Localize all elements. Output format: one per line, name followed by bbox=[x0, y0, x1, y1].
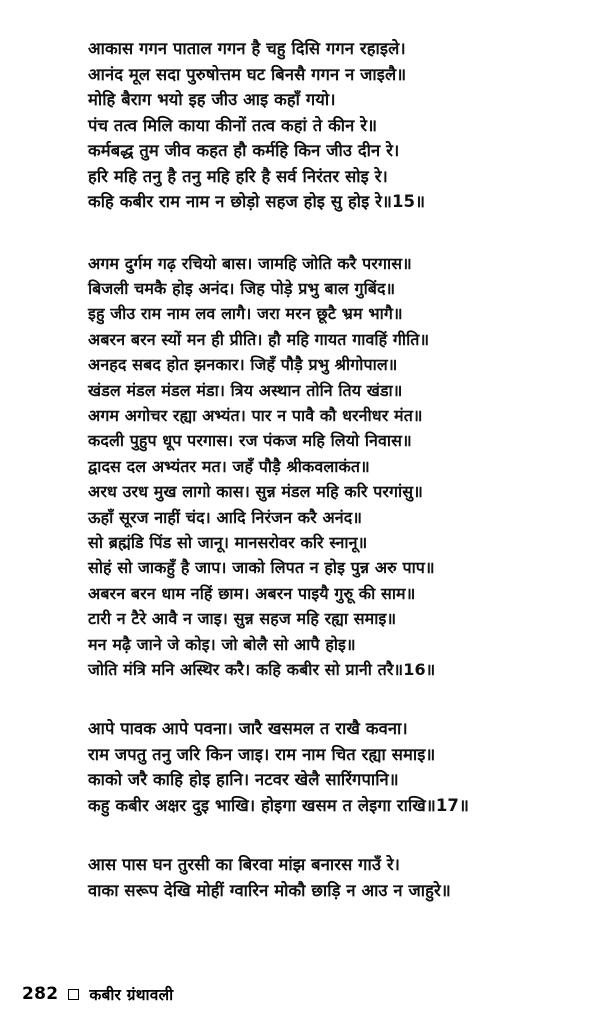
verse-line: खंडल मंडल मंडल मंडा। त्रिय अस्थान तोनि तिय खंडा॥ bbox=[88, 380, 403, 400]
verse-line: अगम दुर्गम गढ़ रचियो बास। जामहि जोति करै परगास॥ bbox=[88, 253, 412, 273]
verse-line: सोहं सो जाकहुँ है जाप। जाको लिपत न होइ पुन्न अरु पाप॥ bbox=[88, 558, 435, 578]
page-footer bbox=[22, 983, 173, 1005]
verse-line: टारी न टैरे आवै न जाइ। सुन्न सहज महि रह्या समाइ॥ bbox=[88, 609, 397, 629]
verse-line: राम जपतु तनु जरि किन जाइ। राम नाम चित रह्या समाइ॥ bbox=[88, 744, 436, 764]
verse-line: वाका सरूप देखि मोहीं ग्वारिन मोकौ छाड़ि न आउ न जाहुरे॥ bbox=[88, 880, 451, 900]
verse-line: पंच तत्व मिलि काया कीनों तत्व कहां ते कीन रे॥ bbox=[88, 115, 378, 135]
verse-line: ऊहाँ सूरज नाहीं चंद। आदि निरंजन करै अनंद॥ bbox=[88, 507, 363, 527]
verse-line: बिजली चमकै होइ अनंद। जिह पोड़े प्रभु बाल गुबिंद॥ bbox=[88, 278, 396, 298]
verse-line: अबरन बरन धाम नहिं छाम। अबरन पाइयै गुरुू की साम॥ bbox=[88, 583, 416, 603]
stanza-16 bbox=[88, 251, 554, 683]
verse-line: आपे पावक आपे पवना। जारै खसमल त राखै कवना। bbox=[88, 719, 408, 739]
verse-line: मोहि बैराग भयो इह जीउ आइ कहाँ गयो। bbox=[88, 90, 336, 109]
verse-line: द्वादस दल अभ्यंतर मत। जहँ पौड़ै श्रीकवलाकंत॥ bbox=[88, 456, 370, 476]
verse-line: आकास गगन पाताल गगन है चहु दिसि गगन रहाइले। bbox=[88, 39, 406, 58]
square-bullet-icon bbox=[68, 989, 79, 1000]
verse-line: कर्मबद्ध तुम जीव कहत हौ कर्महि किन जीउ दीन रे। bbox=[88, 141, 400, 160]
verse-line: काको जरै काहि होइ हानि। नटवर खेलै सारिंगपानि॥ bbox=[88, 770, 399, 790]
page-number: 282 bbox=[22, 984, 59, 1004]
verse-line: इहु जीउ राम नाम लव लागै। जरा मरन छूटै भ्रम भागै॥ bbox=[88, 304, 403, 324]
verse-line: सो ब्रह्मंडि पिंड सो जानू। मानसरोवर करि स्नानू॥ bbox=[88, 532, 368, 552]
verse-line: अगम अगोचर रह्या अभ्यंत। पार न पावै कौ धरनीधर मंत॥ bbox=[88, 405, 423, 425]
stanza-15 bbox=[88, 36, 554, 215]
book-title: कबीर ग्रंथावली bbox=[89, 986, 174, 1004]
stanza-17 bbox=[88, 716, 554, 818]
verse-line: अरध उरध मुख लागो कास। सुन्न मंडल महि करि परगांसु॥ bbox=[88, 482, 423, 502]
verse-line: जोति मंत्रि मनि अस्थिर करै। कहि कबीर सो प्रानी तरै॥16॥ bbox=[88, 660, 436, 679]
verse-line: आनंद मूल सदा पुरुषोत्तम घट बिनसै गगन न जाइलै॥ bbox=[88, 64, 407, 84]
verse-line: मन मढ़ै जाने जे कोइ। जो बोलै सो आपै होइ॥ bbox=[88, 634, 356, 654]
verse-line: कहु कबीर अक्षर दुइ भाखि। होइगा खसम त लेइगा राखि॥17॥ bbox=[88, 795, 469, 815]
verse-line: आस पास घन तुरसी का बिरवा मांझ बनारस गाउँ रे। bbox=[88, 855, 401, 875]
verse-line: अनहद सबद होत झनकार। जिहँ पौड़ै प्रभु श्रीगोपाल॥ bbox=[88, 355, 398, 375]
verse-line: कदली पुहुप धूप परगास। रज पंकज महि लियो निवास॥ bbox=[88, 431, 412, 451]
verse-line: हरि महि तनु है तनु महि हरि है सर्व निरंतर सोइ रे। bbox=[88, 166, 388, 186]
stanza-18 bbox=[88, 852, 554, 903]
verse-line: कहि कबीर राम नाम न छोड़ो सहज होइ सु होइ रे॥15॥ bbox=[88, 192, 426, 211]
verse-line: अबरन बरन स्यों मन ही प्रीति। हौ महि गायत गावहिं गीति॥ bbox=[88, 329, 430, 349]
